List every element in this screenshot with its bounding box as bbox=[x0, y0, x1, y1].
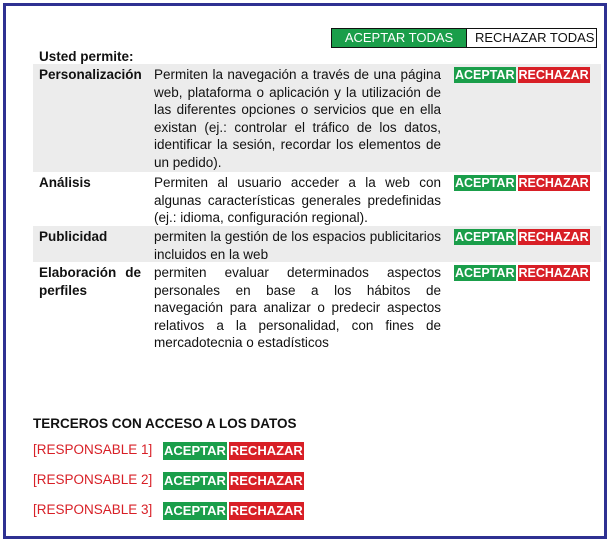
cookie-consent-panel bbox=[3, 3, 607, 539]
permission-name: Publicidad bbox=[39, 229, 108, 244]
accept-all-button[interactable]: ACEPTAR TODAS bbox=[331, 28, 467, 48]
global-actions bbox=[331, 28, 597, 48]
permission-description: Permiten la navegación a través de una página web, plataforma o aplicación y la utilización de las diferentes opciones o servicios que en ella existan (ej.: controlar el tráfico de los datos, identificar la sesión, recordar los elementos de un pedido). bbox=[154, 67, 441, 170]
third-party-row bbox=[33, 502, 333, 522]
reject-button[interactable]: RECHAZAR bbox=[229, 443, 303, 458]
permission-name: Personalización bbox=[39, 67, 142, 82]
permission-description: permiten evaluar determinados aspectos personales en base a los hábitos de navegación para analizar o predecir aspectos relativos a la personalidad, con fines de mercadotecnia o estadísticos bbox=[154, 265, 441, 350]
reject-button[interactable]: RECHAZAR bbox=[518, 230, 589, 244]
reject-all-button[interactable]: RECHAZAR TODAS bbox=[467, 28, 597, 48]
accept-button[interactable]: ACEPTAR bbox=[164, 443, 226, 458]
permission-description: permiten la gestión de los espacios publicitarios incluidos en la web bbox=[154, 229, 441, 262]
third-party-name: [RESPONSABLE 2] bbox=[33, 472, 153, 487]
permission-row-personalizacion bbox=[33, 64, 601, 172]
permission-actions bbox=[454, 175, 590, 191]
accept-button[interactable]: ACEPTAR bbox=[455, 266, 515, 280]
permission-row-publicidad bbox=[33, 226, 601, 262]
reject-button[interactable]: RECHAZAR bbox=[518, 266, 589, 280]
reject-button[interactable]: RECHAZAR bbox=[518, 68, 589, 82]
third-party-actions bbox=[163, 442, 304, 460]
permissions-title: Usted permite: bbox=[39, 49, 134, 64]
third-parties-title: TERCEROS CON ACCESO A LOS DATOS bbox=[33, 416, 297, 431]
reject-button[interactable]: RECHAZAR bbox=[229, 503, 303, 518]
third-party-name: [RESPONSABLE 3] bbox=[33, 502, 153, 517]
accept-button[interactable]: ACEPTAR bbox=[455, 176, 515, 190]
permission-actions bbox=[454, 67, 590, 83]
third-party-name: [RESPONSABLE 1] bbox=[33, 442, 153, 457]
permission-name: Elaboración de perfiles bbox=[39, 265, 141, 298]
third-party-row bbox=[33, 472, 333, 492]
accept-button[interactable]: ACEPTAR bbox=[455, 68, 515, 82]
permission-row-perfiles bbox=[33, 262, 601, 354]
third-party-row bbox=[33, 442, 333, 462]
accept-button[interactable]: ACEPTAR bbox=[164, 473, 226, 488]
permission-actions bbox=[454, 229, 590, 245]
permission-row-analisis bbox=[33, 172, 601, 226]
permission-description: Permiten al usuario acceder a la web con algunas características generales predefinidas (ej.: idioma, configuración regional). bbox=[154, 175, 441, 225]
third-party-actions bbox=[163, 502, 304, 520]
permission-actions bbox=[454, 265, 590, 281]
accept-button[interactable]: ACEPTAR bbox=[164, 503, 226, 518]
reject-button[interactable]: RECHAZAR bbox=[229, 473, 303, 488]
accept-button[interactable]: ACEPTAR bbox=[455, 230, 515, 244]
permission-name: Análisis bbox=[39, 175, 91, 190]
reject-button[interactable]: RECHAZAR bbox=[518, 176, 589, 190]
third-party-actions bbox=[163, 472, 304, 490]
